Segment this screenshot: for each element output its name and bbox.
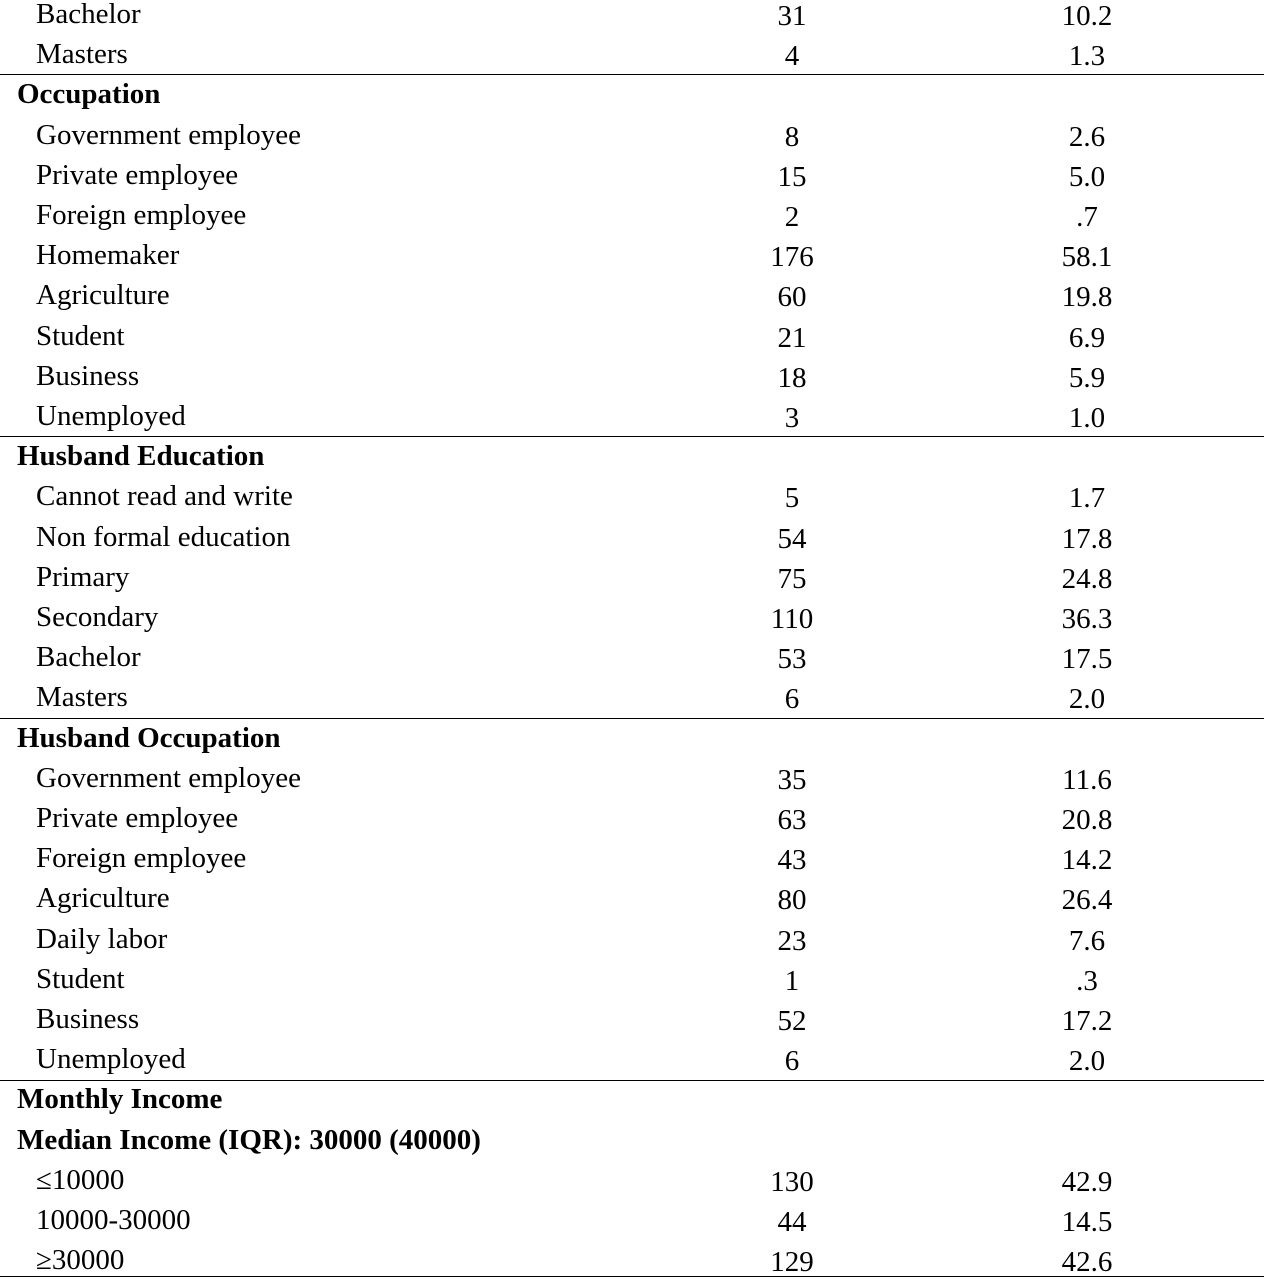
section-title: Husband Occupation: [17, 721, 281, 754]
percent-cell: 1.0: [1068, 402, 1106, 434]
row-label: Cannot read and write: [36, 480, 293, 513]
table-row: [0, 999, 1266, 1039]
count-cell: 21: [777, 321, 807, 354]
row-label: Unemployed: [36, 1043, 186, 1076]
row-label: Student: [36, 319, 125, 352]
percent-cell: 42.9: [1061, 1165, 1113, 1198]
percent-cell: 17.5: [1061, 643, 1113, 676]
count-cell: 35: [777, 763, 807, 796]
row-label: Bachelor: [36, 0, 141, 30]
row-label: Foreign employee: [36, 199, 247, 231]
percent-cell: .3: [1076, 964, 1098, 997]
row-label: Agriculture: [36, 882, 170, 915]
table-row: [0, 919, 1266, 959]
count-cell: 8: [784, 120, 800, 153]
table-row: [0, 1200, 1266, 1240]
row-label: Bachelor: [36, 641, 141, 674]
table-rule: [0, 436, 1264, 437]
percent-cell: 19.8: [1061, 281, 1113, 314]
percent-cell: 17.2: [1061, 1005, 1113, 1037]
section-header-row: [0, 74, 1266, 114]
count-cell: 6: [784, 1045, 800, 1078]
percent-cell: 58.1: [1061, 241, 1113, 274]
table-row: [0, 517, 1266, 557]
table-row: [0, 838, 1266, 878]
count-cell: 130: [770, 1165, 814, 1198]
percent-cell: 2.0: [1068, 683, 1106, 716]
count-cell: 44: [777, 1206, 807, 1238]
percent-cell: 20.8: [1061, 804, 1113, 836]
section-header-row: [0, 1079, 1266, 1119]
count-cell: 2: [784, 201, 800, 233]
row-label: Secondary: [36, 601, 159, 633]
row-label: Primary: [36, 560, 130, 593]
table-row: [0, 798, 1266, 838]
table-row: [0, 1240, 1266, 1280]
section-title: Median Income (IQR): 30000 (40000): [17, 1123, 481, 1156]
row-label: 10000-30000: [36, 1204, 191, 1236]
row-label: ≤10000: [36, 1163, 125, 1196]
percent-cell: 1.3: [1068, 40, 1106, 73]
count-cell: 31: [777, 0, 807, 32]
count-cell: 80: [777, 884, 807, 917]
row-label: Business: [36, 359, 140, 392]
section-header-row: [0, 1120, 1266, 1160]
count-cell: 18: [777, 361, 807, 394]
table-row: [0, 155, 1266, 195]
table-row: [0, 758, 1266, 798]
row-label: Student: [36, 962, 125, 995]
count-cell: 54: [777, 522, 807, 555]
percent-cell: 5.9: [1068, 361, 1106, 394]
table-rule: [0, 718, 1264, 719]
count-cell: 63: [777, 804, 807, 836]
row-label: Homemaker: [36, 239, 180, 272]
percent-cell: 42.6: [1061, 1246, 1113, 1279]
count-cell: 43: [777, 844, 807, 877]
table-row: [0, 597, 1266, 637]
row-label: Private employee: [36, 158, 239, 191]
row-label: Private employee: [36, 802, 239, 834]
table-rule: [0, 74, 1264, 75]
row-label: Foreign employee: [36, 842, 247, 875]
count-cell: 176: [770, 241, 814, 274]
section-title: Monthly Income: [17, 1083, 223, 1116]
section-header-row: [0, 436, 1266, 476]
table-row: [0, 1160, 1266, 1200]
percent-cell: 5.0: [1068, 160, 1106, 193]
percent-cell: 6.9: [1068, 321, 1106, 354]
table-row: [0, 275, 1266, 315]
table-row: [0, 396, 1266, 436]
percent-cell: 14.5: [1061, 1206, 1113, 1238]
table-row: [0, 115, 1266, 155]
percent-cell: 24.8: [1061, 562, 1113, 595]
percent-cell: 10.2: [1061, 0, 1113, 32]
count-cell: 52: [777, 1005, 807, 1037]
section-title: Husband Education: [17, 440, 265, 473]
table-row: [0, 316, 1266, 356]
table-row: [0, 356, 1266, 396]
count-cell: 6: [784, 683, 800, 716]
table-row: [0, 637, 1266, 677]
count-cell: 129: [770, 1246, 814, 1279]
row-label: Unemployed: [36, 400, 186, 432]
count-cell: 15: [777, 160, 807, 193]
row-label: Daily labor: [36, 922, 168, 955]
section-header-row: [0, 718, 1266, 758]
percent-cell: 36.3: [1061, 603, 1113, 635]
count-cell: 75: [777, 562, 807, 595]
percent-cell: 17.8: [1061, 522, 1113, 555]
row-label: Non formal education: [36, 520, 291, 553]
count-cell: 3: [784, 402, 800, 434]
count-cell: 5: [784, 482, 800, 515]
table-row: [0, 878, 1266, 918]
count-cell: 53: [777, 643, 807, 676]
row-label: Business: [36, 1003, 140, 1035]
table-row: [0, 235, 1266, 275]
percent-cell: 2.6: [1068, 120, 1106, 153]
row-label: Government employee: [36, 761, 301, 794]
percent-cell: 2.0: [1068, 1045, 1106, 1078]
table-row: [0, 195, 1266, 235]
table-row: [0, 476, 1266, 516]
section-title: Occupation: [17, 78, 161, 111]
table-row: [0, 1039, 1266, 1079]
count-cell: 60: [777, 281, 807, 314]
percent-cell: 1.7: [1068, 482, 1106, 515]
row-label: ≥30000: [36, 1244, 125, 1277]
table-row: [0, 34, 1266, 74]
row-label: Masters: [36, 38, 128, 71]
table-row: [0, 959, 1266, 999]
table-rule: [0, 1080, 1264, 1081]
percent-cell: 14.2: [1061, 844, 1113, 877]
percent-cell: 26.4: [1061, 884, 1113, 917]
table-row: [0, 557, 1266, 597]
count-cell: 4: [784, 40, 800, 73]
percent-cell: 7.6: [1068, 924, 1106, 957]
table-row: [0, 0, 1266, 34]
row-label: Agriculture: [36, 279, 170, 312]
percent-cell: .7: [1076, 201, 1098, 233]
count-cell: 1: [784, 964, 800, 997]
count-cell: 110: [770, 603, 814, 635]
row-label: Masters: [36, 681, 128, 714]
table-row: [0, 677, 1266, 717]
row-label: Government employee: [36, 118, 301, 151]
percent-cell: 11.6: [1062, 763, 1112, 796]
count-cell: 23: [777, 924, 807, 957]
table-rule: [0, 1276, 1264, 1277]
